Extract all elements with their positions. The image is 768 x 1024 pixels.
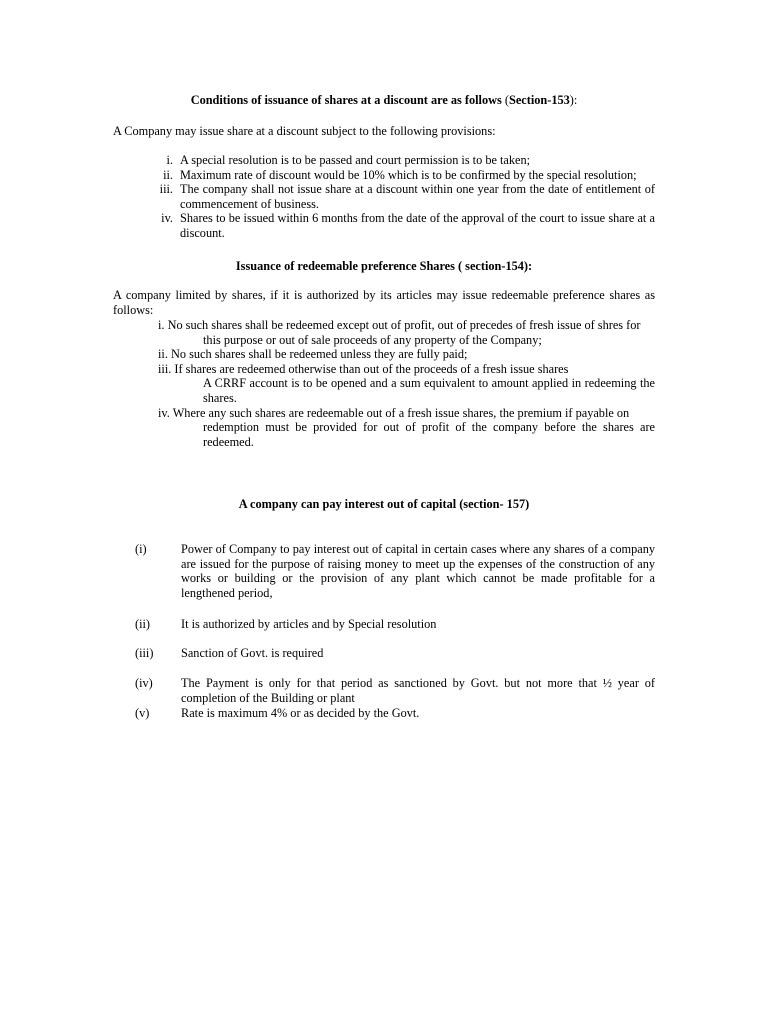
section-153-heading-open: (	[504, 93, 509, 107]
list-item-continuation: A CRRF account is to be opened and a sum equivalent to amount applied in redeeming the shares.	[203, 376, 655, 405]
section-154-intro: A company limited by shares, if it is authorized by its articles may issue redeemable preference shares as follows:	[113, 288, 655, 317]
row-text: Power of Company to pay interest out of capital in certain cases where any shares of a company are issued for the purpose of raising money to meet up the expenses of the construction of any works or building or the provision of any plant which cannot be made profitable for a lengthened period,	[181, 542, 655, 600]
list-item	[130, 182, 655, 211]
list-item	[158, 362, 655, 406]
list-item	[158, 347, 655, 362]
row-text: The Payment is only for that period as sanctioned by Govt. but not more that ½ year of completion of the Building or plant	[181, 676, 655, 705]
row-number: (iv)	[135, 676, 153, 690]
row-number: (ii)	[135, 617, 151, 631]
section-153-list	[130, 153, 655, 241]
list-item-text: Shares to be issued within 6 months from the date of the approval of the court to issue share at a discount.	[180, 211, 655, 240]
section-154-list	[158, 318, 655, 449]
list-item-text: Maximum rate of discount would be 10% which is to be confirmed by the special resolution;	[180, 167, 637, 182]
list-item-text: iv. Where any such shares are redeemable out of a fresh issue shares, the premium if payable on	[158, 405, 630, 420]
section-153-heading-bold: Conditions of issuance of shares at a discount are as follows	[190, 93, 502, 107]
section-154-heading: Issuance of redeemable preference Shares ( section-154):	[235, 259, 533, 273]
row-text: Sanction of Govt. is required	[181, 646, 324, 660]
list-item-text: i. No such shares shall be redeemed except out of profit, out of precedes of fresh issue of shres for	[158, 318, 641, 332]
list-item-continuation: redemption must be provided for out of profit of the company before the shares are redeemed.	[203, 420, 655, 449]
list-item-number: ii.	[163, 167, 173, 182]
list-item-text: A special resolution is to be passed and court permission is to be taken;	[180, 153, 531, 167]
section-153-heading-colon: ):	[569, 93, 578, 107]
row-number: (i)	[135, 542, 147, 556]
section-153-heading-ref: Section-153	[508, 93, 570, 107]
list-item-number: i.	[166, 153, 173, 167]
row-number: (v)	[135, 706, 150, 720]
list-item	[130, 211, 655, 240]
row-text: It is authorized by articles and by Special resolution	[181, 617, 437, 631]
section-157-heading: A company can pay interest out of capital (section- 157)	[238, 497, 530, 511]
list-item-text: The company shall not issue share at a discount within one year from the date of entitlement of commencement of business.	[180, 182, 655, 211]
list-item-number: iii.	[159, 182, 173, 197]
section-153-heading	[113, 93, 655, 108]
list-item	[158, 318, 655, 347]
section-153-intro: A Company may issue share at a discount subject to the following provisions:	[113, 124, 496, 138]
list-item-number: iv.	[161, 211, 173, 226]
list-item	[130, 168, 655, 183]
list-item-text: iii. If shares are redeemed otherwise than out of the proceeds of a fresh issue shares	[158, 361, 569, 376]
row-number: (iii)	[135, 646, 154, 660]
list-item-continuation: this purpose or out of sale proceeds of any property of the Company;	[203, 332, 542, 347]
list-item	[158, 406, 655, 450]
row-text: Rate is maximum 4% or as decided by the Govt.	[181, 706, 420, 720]
list-item	[130, 153, 655, 168]
list-item-text: ii. No such shares shall be redeemed unless they are fully paid;	[158, 347, 468, 362]
